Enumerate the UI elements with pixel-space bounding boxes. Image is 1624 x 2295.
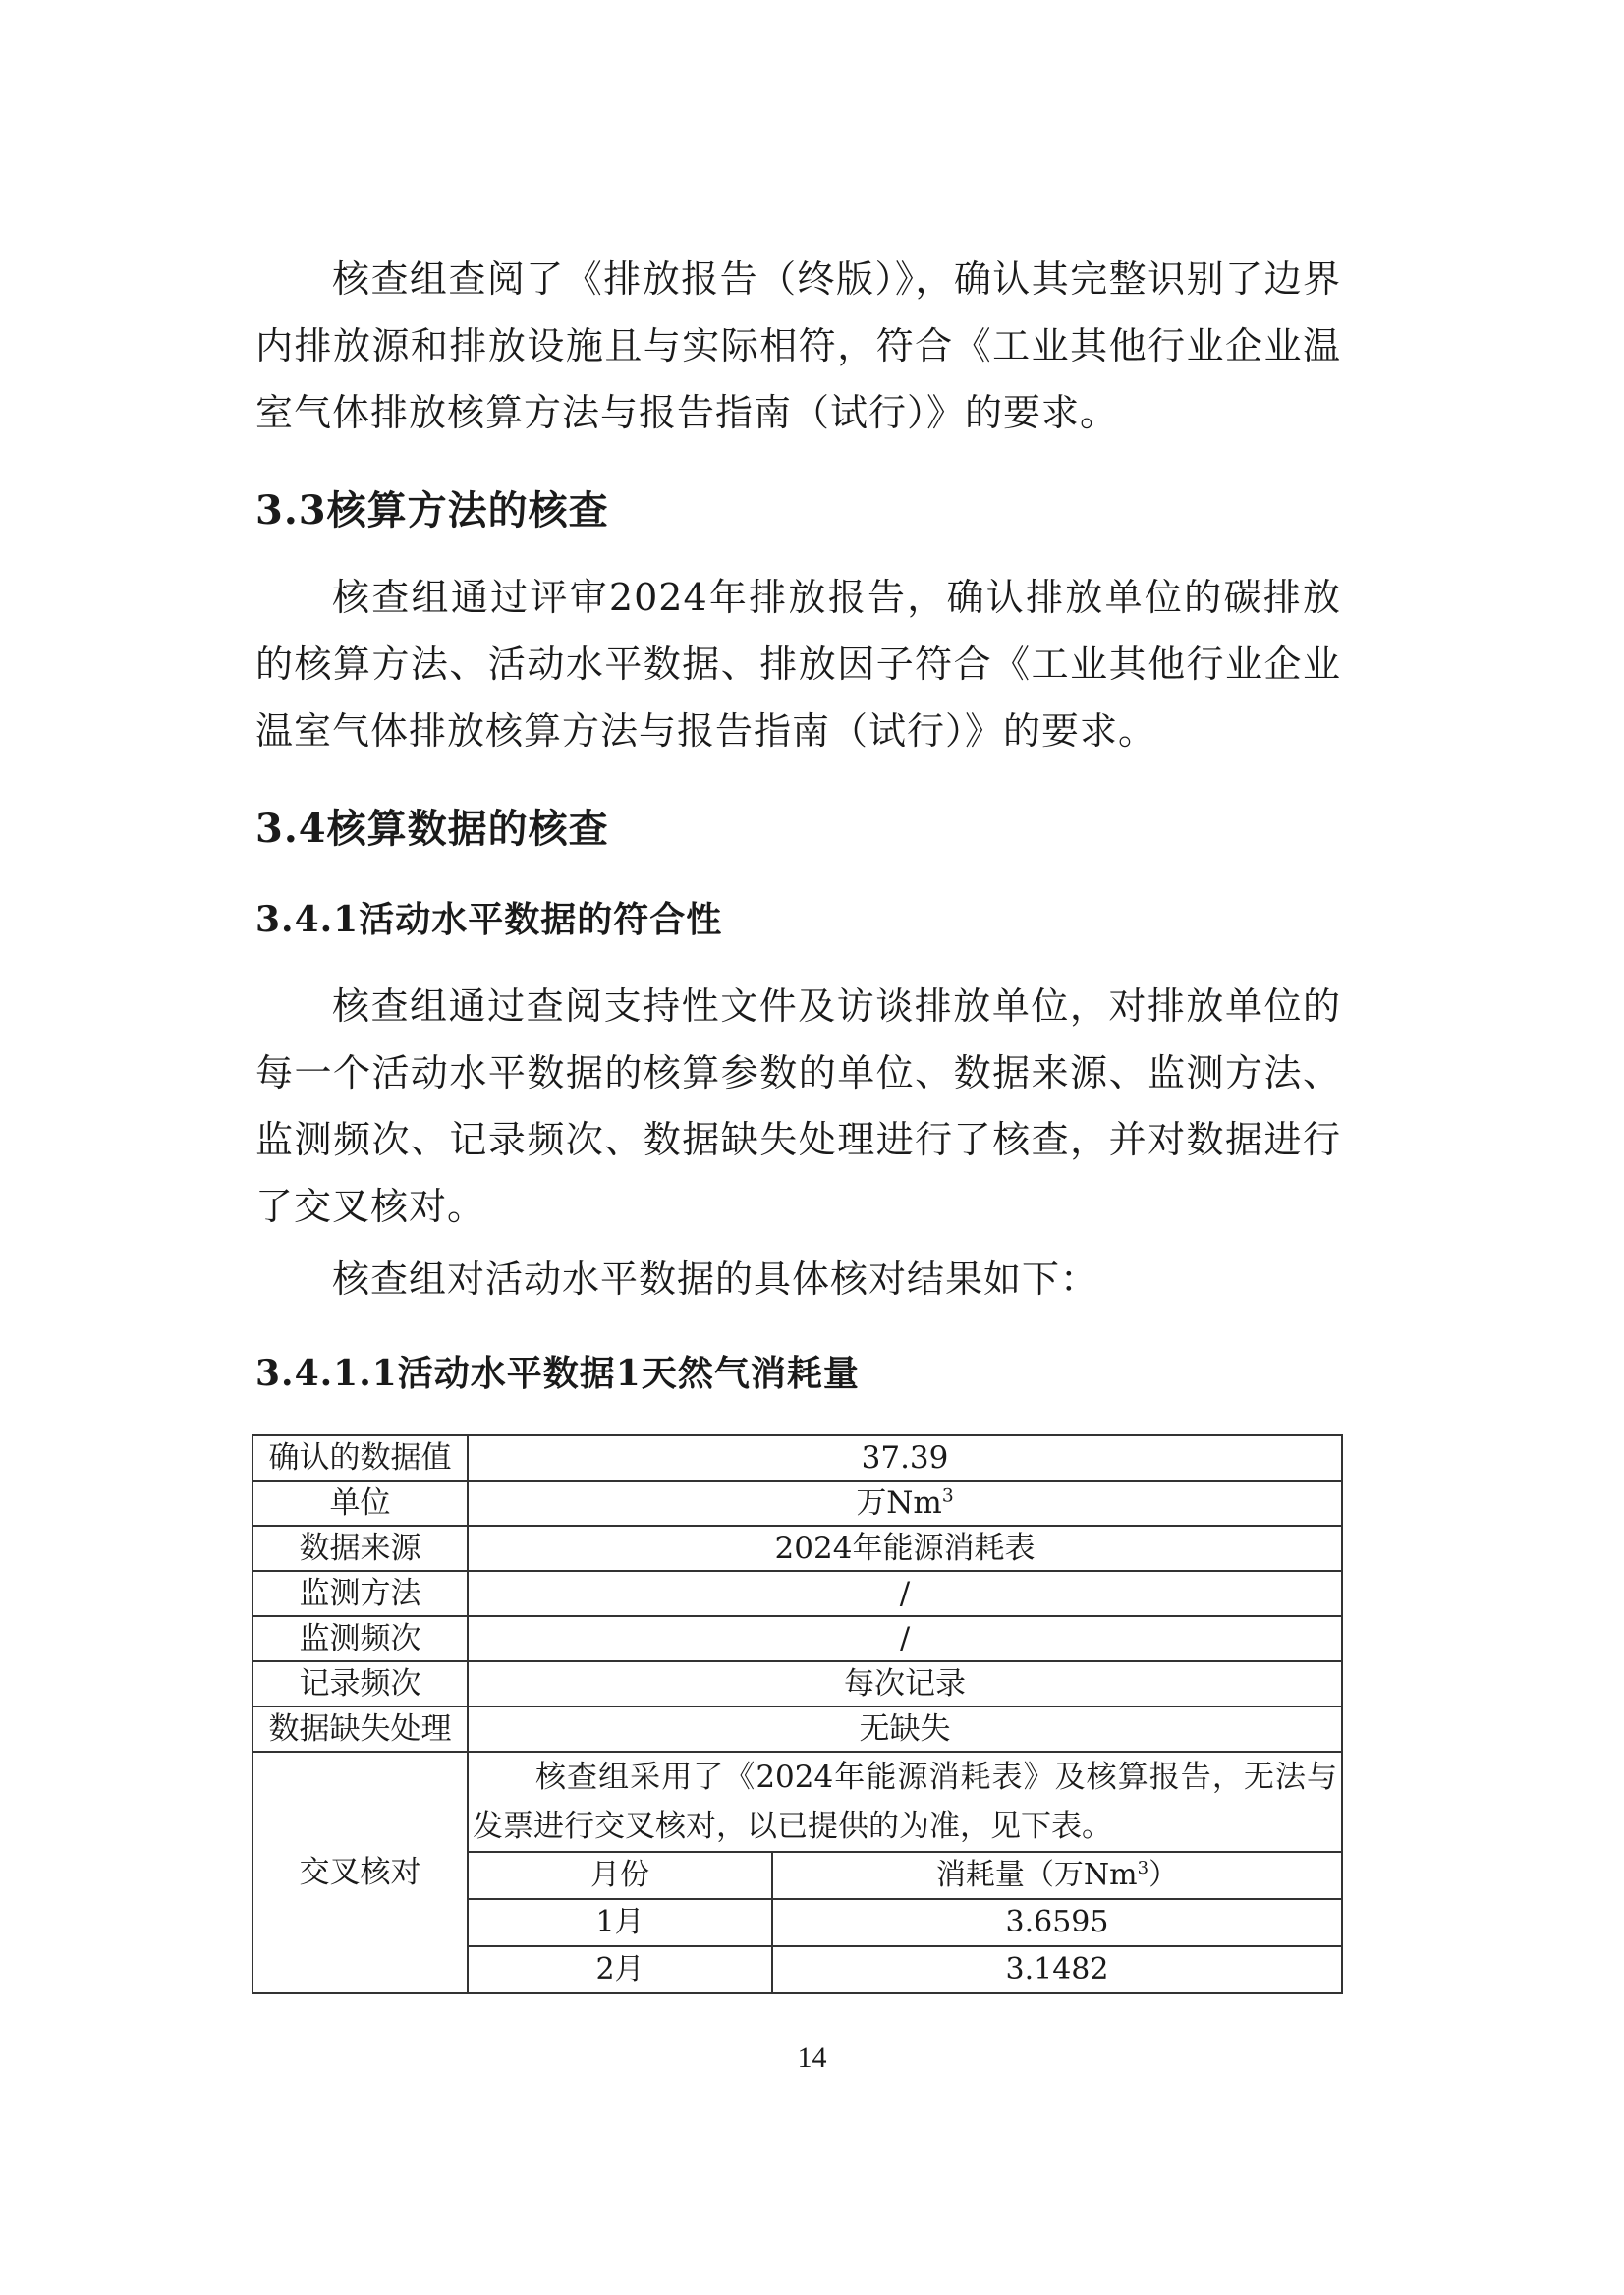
cross-check-text: 核查组采用了《2024年能源消耗表》及核算报告，无法与发票进行交叉核对，以已提供的为准，见下表。 [473,1760,1337,1844]
table-row [252,1661,1342,1707]
unit-text: 万Nm [856,1485,942,1521]
consumption-header-text: 消耗量（万Nm [935,1858,1138,1892]
table-row [252,1616,1342,1661]
row-label: 记录频次 [252,1661,468,1707]
row-label: 数据缺失处理 [252,1707,468,1752]
row-value-unit [468,1481,1342,1526]
table-row [469,1946,1341,1992]
heading-3-4: 3.4核算数据的核查 [255,806,609,852]
heading-3-3: 3.3核算方法的核查 [255,487,609,533]
cross-check-cell [468,1752,1342,1993]
row-value: 2024年能源消耗表 [468,1526,1342,1571]
paragraph-activity-data: 核查组通过查阅支持性文件及访谈排放单位，对排放单位的每一个活动水平数据的核算参数的单位、数据来源、监测方法、监测频次、记录频次、数据缺失处理进行了核查，并对数据进行了交叉核对。 [255,984,1341,1228]
unit-superscript: 3 [941,1485,954,1507]
paragraph-results-intro: 核查组对活动水平数据的具体核对结果如下： [332,1258,1099,1301]
consumption-cell: 3.6595 [772,1899,1341,1946]
row-label: 单位 [252,1481,468,1526]
table-row [469,1899,1341,1946]
row-label: 监测频次 [252,1616,468,1661]
table-row [252,1435,1342,1481]
inner-header-row [469,1852,1341,1899]
month-header: 月份 [469,1852,772,1899]
heading-3-4-1-1: 3.4.1.1活动水平数据1天然气消耗量 [255,1353,860,1394]
month-cell: 1月 [469,1899,772,1946]
table-row [252,1526,1342,1571]
row-value: 每次记录 [468,1661,1342,1707]
paragraph-boundary-check: 核查组查阅了《排放报告（终版）》，确认其完整识别了边界内排放源和排放设施且与实际相符，符合《工业其他行业企业温室气体排放核算方法与报告指南（试行）》的要求。 [255,257,1341,434]
cross-check-label: 交叉核对 [252,1752,468,1993]
table-row [252,1571,1342,1616]
row-value: / [468,1571,1342,1616]
month-cell: 2月 [469,1946,772,1992]
row-label: 监测方法 [252,1571,468,1616]
consumption-header-close: ） [1148,1858,1179,1892]
table-row [252,1707,1342,1752]
page-number: 14 [797,2042,827,2074]
table-row [252,1481,1342,1526]
monthly-consumption-table [469,1851,1341,1992]
consumption-cell: 3.1482 [772,1946,1341,1992]
heading-3-4-1: 3.4.1活动水平数据的符合性 [255,899,723,940]
consumption-header-sup: 3 [1137,1858,1149,1878]
table-row-cross-check [252,1752,1342,1993]
consumption-header [772,1852,1341,1899]
activity-data-table [252,1434,1343,1994]
row-value: / [468,1616,1342,1661]
row-value: 无缺失 [468,1707,1342,1752]
paragraph-method-check: 核查组通过评审2024年排放报告，确认排放单位的碳排放的核算方法、活动水平数据、排放因子符合《工业其他行业企业温室气体排放核算方法与报告指南（试行）》的要求。 [255,576,1341,753]
row-label: 数据来源 [252,1526,468,1571]
row-value: 37.39 [468,1435,1342,1481]
row-label: 确认的数据值 [252,1435,468,1481]
